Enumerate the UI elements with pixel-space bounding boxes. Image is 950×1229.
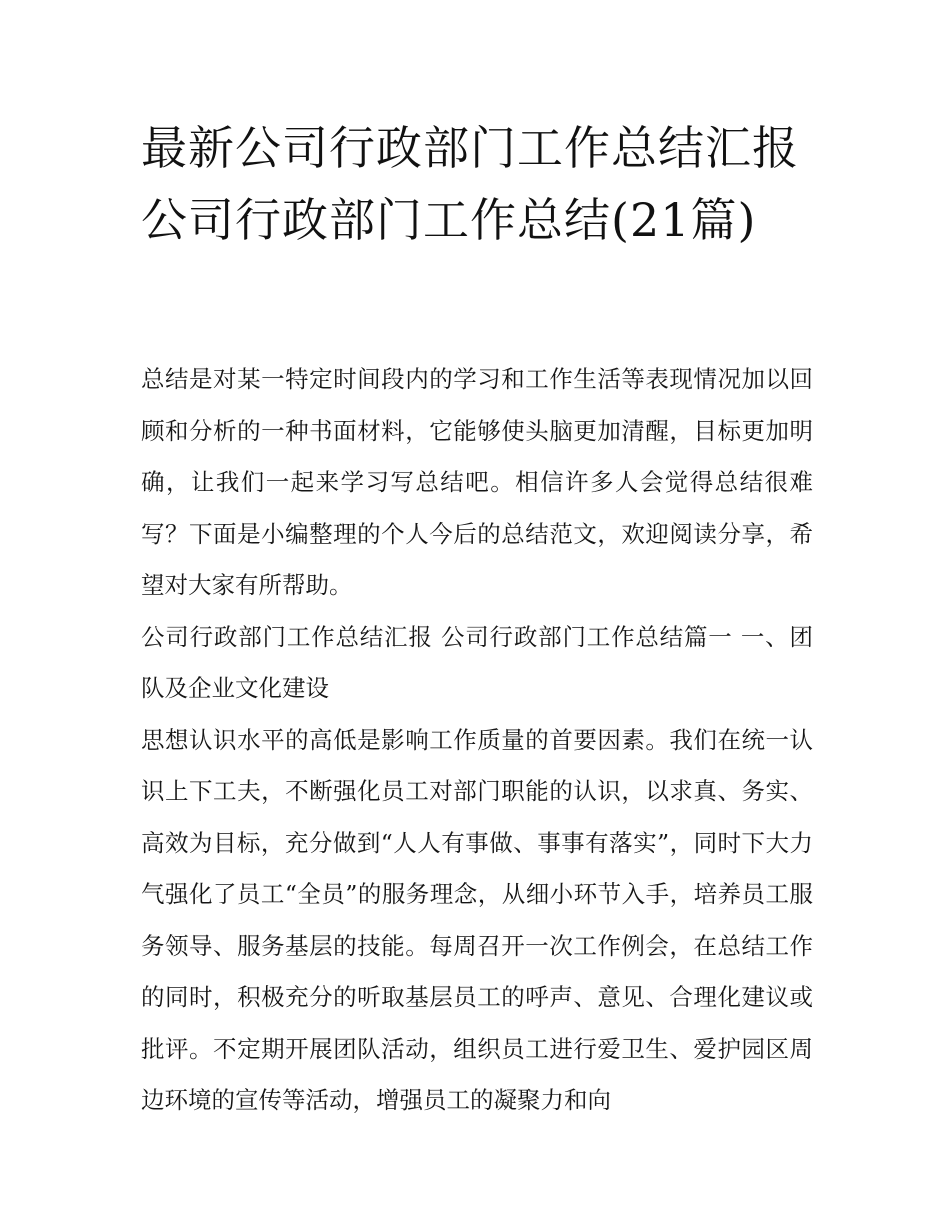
document-title: 最新公司行政部门工作总结汇报 公司行政部门工作总结(21篇) [141, 121, 799, 247]
body-paragraph: 思想认识水平的高低是影响工作质量的首要因素。我们在统一认识上下工夫，不断强化员工对部门职能的认识，以求真、务实、高效为目标，充分做到“人人有事做、事事有落实”，同时下大力气强化了员工“全员”的服务理念，从细小环节入手，培养员工服务领导、服务基层的技能。每周召开一次工作例会，在总结工作的同时，积极充分的听取基层员工的呼声、意见、合理化建议或批评。不定期开展团队活动，组织员工进行爱卫生、爱护园区周边环境的宣传等活动，增强员工的凝聚力和向 [141, 725, 813, 1114]
intro-paragraph: 总结是对某一特定时间段内的学习和工作生活等表现情况加以回顾和分析的一种书面材料，它能够使头脑更加清醒，目标更加明确，让我们一起来学习写总结吧。相信许多人会觉得总结很难写？下面是小编整理的个人今后的总结范文，欢迎阅读分享，希望对大家有所帮助。 [141, 365, 813, 599]
section-heading: 公司行政部门工作总结汇报 公司行政部门工作总结篇一 一、团队及企业文化建设 [141, 622, 813, 702]
document-body [141, 354, 813, 1127]
